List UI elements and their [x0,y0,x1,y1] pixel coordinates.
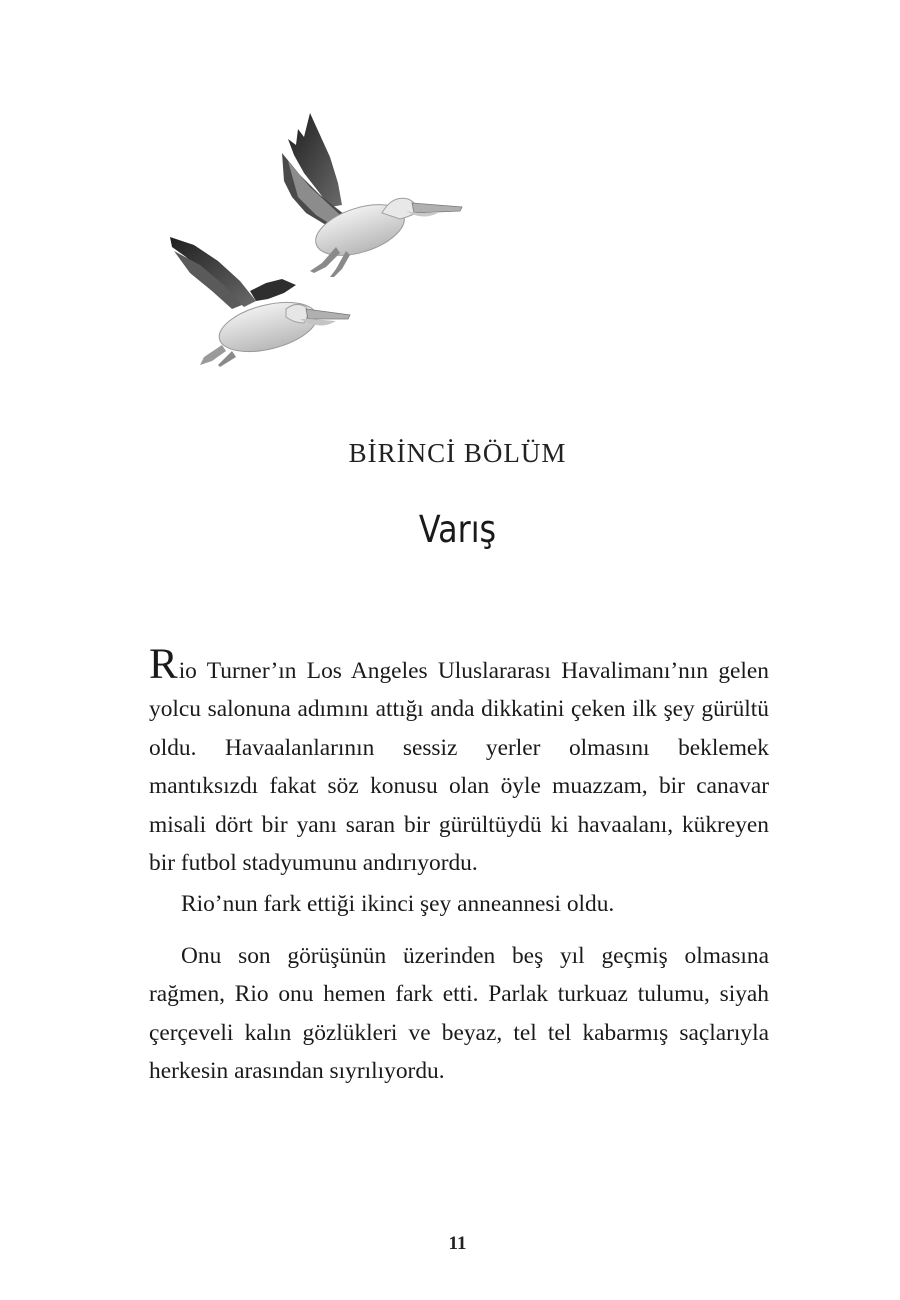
chapter-title: Varış [418,508,497,551]
body-text [149,641,769,1090]
chapter-label: BİRİNCİ BÖLÜM [348,438,567,468]
drop-cap: R [149,641,178,688]
paragraph-2: Rio’nun fark ettiği ikinci şey anneannesi oldu. [181,891,615,918]
paragraph-1 [149,641,769,882]
lower-pelican [170,237,350,367]
paragraph-3: Onu son görüşünün üzerinden beş yıl geçmiş olmasına rağmen, Rio onu hemen fark etti. Parlak turkuaz tulumu, siyah çerçeveli kalın gözlükleri ve beyaz, tel tel kabarmış saçlarıyla herkesin arasından sıyrılıyordu. [149,942,769,1085]
upper-pelican [282,113,462,277]
paragraph-1-text: io Turner’ın Los Angeles Uluslararası Havalimanı’nın gelen yolcu salonuna adımını attığı anda dikkatini çeken ilk şey gürültü oldu. Havaalanlarının sessiz yerler olmasını beklemek mantıksızdı fakat söz konusu olan öyle muazzam, bir canavar misali dört bir yanı saran bir gürültüydü ki havaalanı, kükreyen bir futbol stadyumunu andırıyordu. [149,658,769,877]
pelicans-flying-illustration [160,95,480,385]
page-number: 11 [448,1233,467,1254]
